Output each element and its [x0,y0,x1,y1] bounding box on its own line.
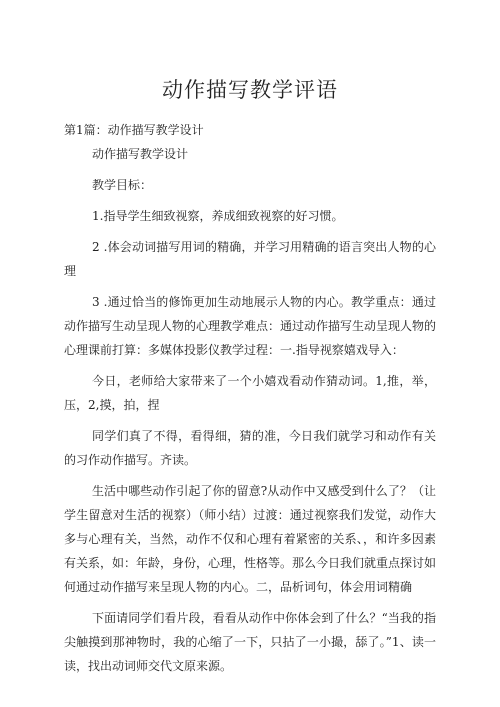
section-heading: 第1篇：动作描写教学设计 [64,123,204,137]
paragraph-objectives-label: 教学目标： [92,178,153,192]
paragraph-praise: 同学们真了不得，看得细，猜的准，今日我们就学习和动作有关的习作动作描写。齐读。 [64,429,436,467]
paragraph-life-observation: 生活中哪些动作引起了你的留意?从动作中又感受到什么了？（让学生留意对生活的视察）（师小结）过渡：通过视察我们发觉，动作大多与心理有关，当然，动作不仅和心理有着紧密的关系、，和许多因素有关系，如：年龄，身份，心理，性格等。那么今日我们就重点探讨如何通过动作描写来呈现人物的内心。二，品析词句，体会用词精确 [64,484,437,594]
paragraph-objective-2: 2 .体会动词描写用词的精确，并学习用精确的语言突出人物的心理 [64,240,436,278]
paragraph-subtitle: 动作描写教学设计 [92,147,189,161]
paragraph-objective-1: 1.指导学生细致视察，养成细致视察的好习惯。 [92,209,344,223]
document-body [64,118,436,678]
paragraph-excerpt: 下面请同学们看片段，看看从动作中你体会到了什么？“当我的指尖触摸到那神物时，我的心缩了一下，只拈了一小撮，舔了。”1、读一读，找出动词师交代文原来源。 [64,611,436,673]
paragraph-objective-3: 3 .通过恰当的修饰更加生动地展示人物的内心。教学重点：通过动作描写生动呈现人物的心理教学难点：通过动作描写生动呈现人物的心理课前打算：多媒体投影仪教学过程：一.指导视察嬉戏导入： [64,295,437,357]
document-title: 动作描写教学评语 [162,78,338,102]
paragraph-game-intro: 今日，老师给大家带来了一个小嬉戏看动作猜动词。1,推，举，压，2,摸，拍，捏 [64,374,436,412]
